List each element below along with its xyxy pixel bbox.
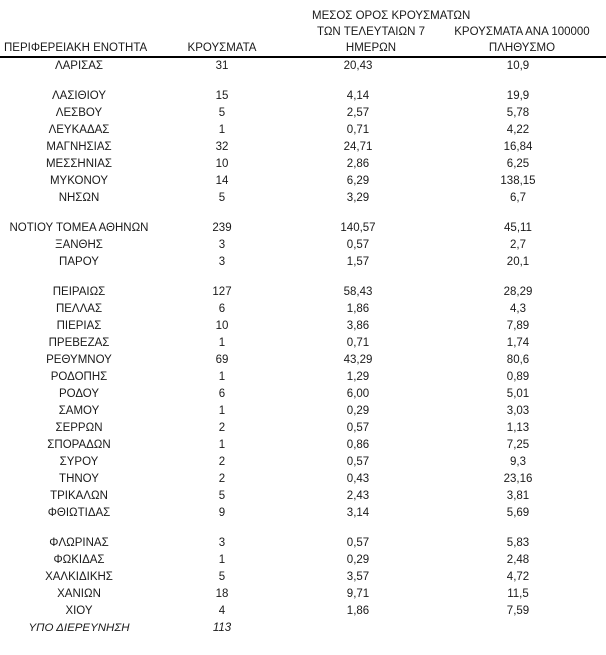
table-row [0,284,606,301]
cell-region: ΡΟΔΟΠΗΣ [50,371,108,383]
cell-region: ΛΕΣΒΟΥ [55,107,103,119]
cell-avg7: 0,57 [346,537,370,549]
cell-per100k: 1,13 [506,422,530,434]
table-row [0,586,606,603]
table-row [0,318,606,335]
cell-region: ΛΑΡΙΣΑΣ [54,60,104,72]
cell-per100k: 2,48 [506,554,530,566]
cell-region: ΝΗΣΩΝ [58,192,100,204]
table-row [0,58,606,75]
cell-cases: 239 [212,222,232,234]
cell-cases: 6 [218,303,226,315]
table-row [0,454,606,471]
table-row [0,156,606,173]
cell-per100k: 0,89 [506,371,530,383]
cell-per100k: 1,74 [506,337,530,349]
table-row [0,386,606,403]
cell-per100k: 16,84 [503,141,533,153]
table-spacer-row [0,75,606,88]
cell-avg7: 3,14 [346,507,370,519]
cell-region: ΦΘΙΩΤΙΔΑΣ [47,507,111,519]
table-row [0,535,606,552]
table-row [0,569,606,586]
table-row [0,620,606,637]
cell-region: ΠΙΕΡΙΑΣ [56,320,102,332]
cell-cases: 10 [215,320,229,332]
cell-cases: 127 [212,286,232,298]
cell-per100k: 80,6 [506,354,530,366]
cell-per100k: 10,9 [506,60,530,72]
table-spacer-row [0,207,606,220]
cell-avg7: 0,57 [346,456,370,468]
column-header-avg7-line2: ΤΩΝ ΤΕΛΕΥΤΑΙΩΝ 7 [317,26,425,38]
cell-cases: 18 [215,588,229,600]
column-header-region-label: ΠΕΡΙΦΕΡΕΙΑΚΗ ΕΝΟΤΗΤΑ [4,42,148,54]
cell-avg7: 1,29 [346,371,370,383]
cell-per100k: 5,69 [506,507,530,519]
cell-region: ΣΠΟΡΑΔΩΝ [47,439,111,451]
column-header-per100k-line2: ΠΛΗΘΥΣΜΟ [488,42,556,54]
cell-avg7: 3,29 [346,192,370,204]
cell-region: ΝΟΤΙΟΥ ΤΟΜΕΑ ΑΘΗΝΩΝ [9,222,149,234]
cell-per100k: 23,16 [503,473,533,485]
cell-cases: 10 [215,158,229,170]
cell-per100k: 6,25 [506,158,530,170]
cell-region: ΤΗΝΟΥ [59,473,99,485]
cell-per100k: 5,01 [506,388,530,400]
cell-avg7: 3,86 [346,320,370,332]
cell-avg7: 9,71 [346,588,370,600]
cell-cases: 15 [215,90,229,102]
cell-region: ΜΕΣΣΗΝΙΑΣ [45,158,113,170]
table-row [0,173,606,190]
column-header-avg7-line1: ΜΕΣΟΣ ΟΡΟΣ ΚΡΟΥΣΜΑΤΩΝ [312,10,471,22]
cell-per100k: 5,83 [506,537,530,549]
cell-per100k: 7,25 [506,439,530,451]
cell-avg7: 6,29 [346,175,370,187]
cell-region: ΣΑΜΟΥ [58,405,100,417]
table-row [0,437,606,454]
column-header-avg7-line3: ΗΜΕΡΩΝ [345,42,397,54]
cell-avg7: 0,29 [346,554,370,566]
column-header-per100k-line1: ΚΡΟΥΣΜΑΤΑ ΑΝΑ 100000 [454,26,590,38]
cell-region: ΠΑΡΟΥ [59,256,99,268]
cell-region: ΜΑΓΝΗΣΙΑΣ [46,141,112,153]
cell-avg7: 2,57 [346,107,370,119]
cell-per100k: 3,03 [506,405,530,417]
cell-cases: 14 [215,175,229,187]
cell-region: ΤΡΙΚΑΛΩΝ [50,490,108,502]
cell-cases: 1 [218,554,226,566]
column-header-region [0,40,158,56]
cell-per100k: 138,15 [500,175,536,187]
cell-avg7: 1,86 [346,303,370,315]
cell-per100k: 4,3 [510,303,526,315]
cell-region: ΧΑΛΚΙΔΙΚΗΣ [45,571,113,583]
cell-region: ΡΕΘΥΜΝΟΥ [46,354,112,366]
column-header-cases [158,40,286,56]
cell-region: ΡΟΔΟΥ [58,388,100,400]
cell-per100k: 9,3 [510,456,526,468]
table-row [0,552,606,569]
table-header [0,8,606,58]
table-row [0,122,606,139]
cell-avg7: 0,71 [346,124,370,136]
cell-region: ΞΑΝΘΗΣ [55,239,103,251]
cell-per100k [430,620,606,637]
table-row [0,254,606,271]
cell-region: ΛΑΣΙΘΙΟΥ [51,90,107,102]
cell-cases: 1 [218,371,226,383]
cell-region: ΠΡΕΒΕΖΑΣ [48,337,110,349]
cell-avg7: 20,43 [343,60,373,72]
cell-avg7: 58,43 [343,286,373,298]
cell-cases: 3 [218,537,226,549]
table-row [0,190,606,207]
cell-cases: 1 [218,337,226,349]
cell-per100k: 4,72 [506,571,530,583]
cell-per100k: 4,22 [506,124,530,136]
cell-cases: 32 [215,141,229,153]
cell-cases: 2 [218,473,226,485]
cell-cases: 31 [215,60,229,72]
table-row [0,403,606,420]
cell-cases: 5 [218,107,226,119]
cell-cases: 1 [218,439,226,451]
cell-cases: 5 [218,490,226,502]
cell-cases: 113 [212,622,232,634]
table-body [0,58,606,637]
cell-per100k: 6,7 [510,192,526,204]
column-header-per100k [430,24,606,56]
cell-avg7: 0,71 [346,337,370,349]
cell-avg7: 140,57 [340,222,376,234]
cell-avg7: 3,57 [346,571,370,583]
table-row [0,471,606,488]
cell-cases: 2 [218,456,226,468]
cell-cases: 1 [218,405,226,417]
cell-region: ΜΥΚΟΝΟΥ [49,175,109,187]
cell-avg7: 1,86 [346,605,370,617]
cell-region: ΠΕΙΡΑΙΩΣ [52,286,106,298]
table-row [0,105,606,122]
cell-per100k: 7,59 [506,605,530,617]
table-row [0,369,606,386]
cell-avg7: 2,43 [346,490,370,502]
table-row [0,88,606,105]
cell-cases: 3 [218,239,226,251]
cell-region: ΦΛΩΡΙΝΑΣ [49,537,109,549]
table-spacer-row [0,271,606,284]
cell-avg7: 6,00 [346,388,370,400]
cell-avg7: 0,43 [346,473,370,485]
cell-cases: 1 [218,124,226,136]
table-row [0,237,606,254]
table-row [0,335,606,352]
column-header-cases-label: ΚΡΟΥΣΜΑΤΑ [187,42,257,54]
table-row [0,603,606,620]
cell-avg7: 0,29 [346,405,370,417]
table-row [0,352,606,369]
cell-per100k: 19,9 [506,90,530,102]
cell-cases: 69 [215,354,229,366]
cell-per100k: 5,78 [506,107,530,119]
cell-avg7: 0,57 [346,239,370,251]
cell-avg7 [286,620,430,637]
cell-per100k: 11,5 [507,588,529,600]
cell-region: ΛΕΥΚΑΔΑΣ [48,124,110,136]
cell-cases: 3 [218,256,226,268]
cell-per100k: 45,11 [504,222,532,234]
cell-avg7: 24,71 [343,141,373,153]
cell-per100k: 7,89 [506,320,530,332]
table-row [0,220,606,237]
cell-region: ΧΙΟΥ [65,605,93,617]
cell-avg7: 1,57 [346,256,370,268]
table-row [0,139,606,156]
cell-cases: 4 [218,605,226,617]
cell-per100k: 3,81 [506,490,530,502]
table-row [0,301,606,318]
cell-cases: 5 [218,192,226,204]
cell-region: ΣΕΡΡΩΝ [55,422,103,434]
cell-region: ΣΥΡΟΥ [59,456,99,468]
cell-cases: 9 [218,507,226,519]
cell-region: ΧΑΝΙΩΝ [57,588,101,600]
cell-region: ΠΕΛΛΑΣ [55,303,103,315]
cell-region: ΦΩΚΙΔΑΣ [53,554,105,566]
cell-per100k: 2,7 [510,239,526,251]
table-row [0,420,606,437]
cell-region: ΥΠΟ ΔΙΕΡΕΥΝΗΣΗ [28,622,130,634]
cell-avg7: 0,57 [346,422,370,434]
cell-cases: 5 [218,571,226,583]
cell-avg7: 2,86 [346,158,370,170]
cell-avg7: 43,29 [343,354,373,366]
cell-cases: 2 [218,422,226,434]
table-spacer-row [0,522,606,535]
cell-per100k: 20,1 [506,256,530,268]
cell-per100k: 28,29 [503,286,533,298]
column-header-avg7 [286,8,471,56]
table-row [0,488,606,505]
cell-cases: 6 [218,388,226,400]
cell-avg7: 0,86 [346,439,370,451]
table-row [0,505,606,522]
cell-avg7: 4,14 [346,90,370,102]
